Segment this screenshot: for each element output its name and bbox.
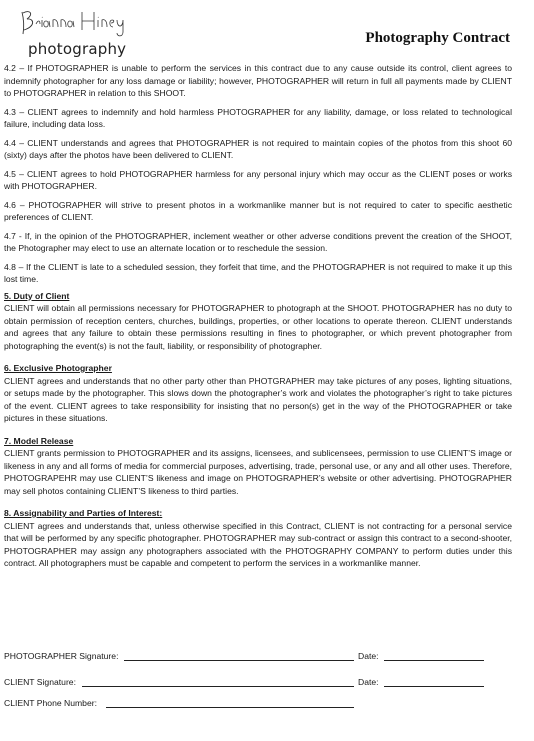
signature-logo-script: [18, 6, 138, 40]
section-exclusive-photographer: [4, 362, 512, 425]
section-assignability: [4, 507, 512, 570]
section-text: CLIENT will obtain all permissions necessary for PHOTOGRAPHER to photograph at the SHOOT. PHOTOGRAPHER has no duty to obtain permission of reception centers, churches, buildings, properties, or other locations to operate thereon. CLIENT understands and agrees that any failure to obtain these permissions resulting in fines to photographer, or which prevent photographer from photographing the event(s) is not the fault, liability, or responsibility of photographer.: [4, 303, 512, 351]
section-heading: 5. Duty of Client: [4, 290, 70, 301]
section-text: CLIENT agrees and understands that no other party other than PHOTGRAPHER may take pictures of any poses, lighting situations, or setups made by the photographer. This slows down the photographer’s work and violates the photographer’s right to take pictures of the event. CLIENT agrees to take responsibility for insisting that no person(s) get in the way of the PHOTOGRAPHER or take pictures in these situations.: [4, 375, 512, 423]
photographer-date-label: Date:: [358, 651, 379, 661]
clause-4-7: 4.7 - If, in the opinion of the PHOTOGRAPHER, inclement weather or other adverse conditions prevent the creation of the SHOOT, the Photographer may elect to use an alternate location or to reschedule the session.: [4, 230, 512, 253]
clause-4-8: 4.8 – If the CLIENT is late to a scheduled session, they forfeit that time, and the PHOTOGRAPHER is not required to make it up this lost time.: [4, 261, 512, 284]
client-phone-row: [4, 697, 512, 711]
section-heading: 7. Model Release: [4, 435, 74, 446]
photographer-signature-line[interactable]: [124, 650, 354, 661]
client-date-line[interactable]: [384, 676, 484, 687]
photographer-signature-label: PHOTOGRAPHER Signature:: [4, 651, 119, 661]
clause-4-4: 4.4 – CLIENT understands and agrees that PHOTOGRAPHER is not required to maintain copies of the photos from this shoot 60 (sixty) days after the photos have been delivered to CLIENT.: [4, 137, 512, 160]
clause-4-6: 4.6 – PHOTOGRAPHER will strive to present photos in a workmanlike manner but is not required to cater to specific aesthetic preferences of CLIENT.: [4, 199, 512, 222]
client-phone-line[interactable]: [106, 697, 354, 708]
section-heading: 6. Exclusive Photographer: [4, 363, 112, 373]
client-phone-label: CLIENT Phone Number:: [4, 698, 97, 708]
document-title: Photography Contract: [365, 30, 510, 46]
section-heading: 8. Assignability and Parties of Interest:: [4, 508, 163, 518]
photographer-date-line[interactable]: [384, 650, 484, 661]
client-signature-row: [4, 676, 512, 690]
client-date-label: Date:: [358, 677, 379, 687]
section-text: CLIENT grants permission to PHOTOGRAPHER and its assigns, licensees, and sublicensees, permission to use CLIENT’S image or likeness in any and all forms of media for commercial purposes, advertising, trade, personal use, or any and all other uses. Therefore, PHOTOGRAPEHR may use CLIENT’S likeness and image on PHOTOGRAPHER’s website or other advertising. PHOTOGRAPHER may sell photos containing CLIENT’S likeness to third parties.: [4, 448, 512, 496]
logo-wordmark: photography: [28, 40, 127, 58]
contract-body: [4, 62, 512, 580]
section-text: CLIENT agrees and understands that, unless otherwise specified in this Contract, CLIENT is not contracting for a personal service that will be performed by any specific photographer. PHOTOGRAPHER may sub-contract or assign this contract to a second-shooter, PHOTOGRAPHER may assign any photographers associated with the PHOTOGRAPHY COMPANY to perform duties under this contract. All photographers must be capable and competent to perform the services in a workmanlike manner.: [4, 520, 512, 568]
client-signature-line[interactable]: [82, 676, 354, 687]
brand-logo: [18, 6, 138, 56]
clause-4-2: 4.2 – If PHOTOGRAPHER is unable to perform the services in this contract due to any cause outside its control, client agrees to indemnify photographer for any loss damage or liability; however, PHOTOGRAPHER will return in full all payments made by CLIENT to PHOTOGRAPHER in relation to this SHOOT.: [4, 63, 512, 98]
client-signature-label: CLIENT Signature:: [4, 677, 76, 687]
clause-4-5: 4.5 – CLIENT agrees to hold PHOTOGRAPHER harmless for any personal injury which may occur as the CLIENT poses or works with PHOTOGRAPHER.: [4, 168, 512, 191]
clause-4-3: 4.3 – CLIENT agrees to indemnify and hold harmless PHOTOGRAPHER for any liability, damage, or loss related to technological failure, including data loss.: [4, 106, 512, 129]
section-model-release: [4, 435, 512, 498]
section-duty-of-client: [4, 290, 512, 353]
photographer-signature-row: [4, 650, 512, 664]
